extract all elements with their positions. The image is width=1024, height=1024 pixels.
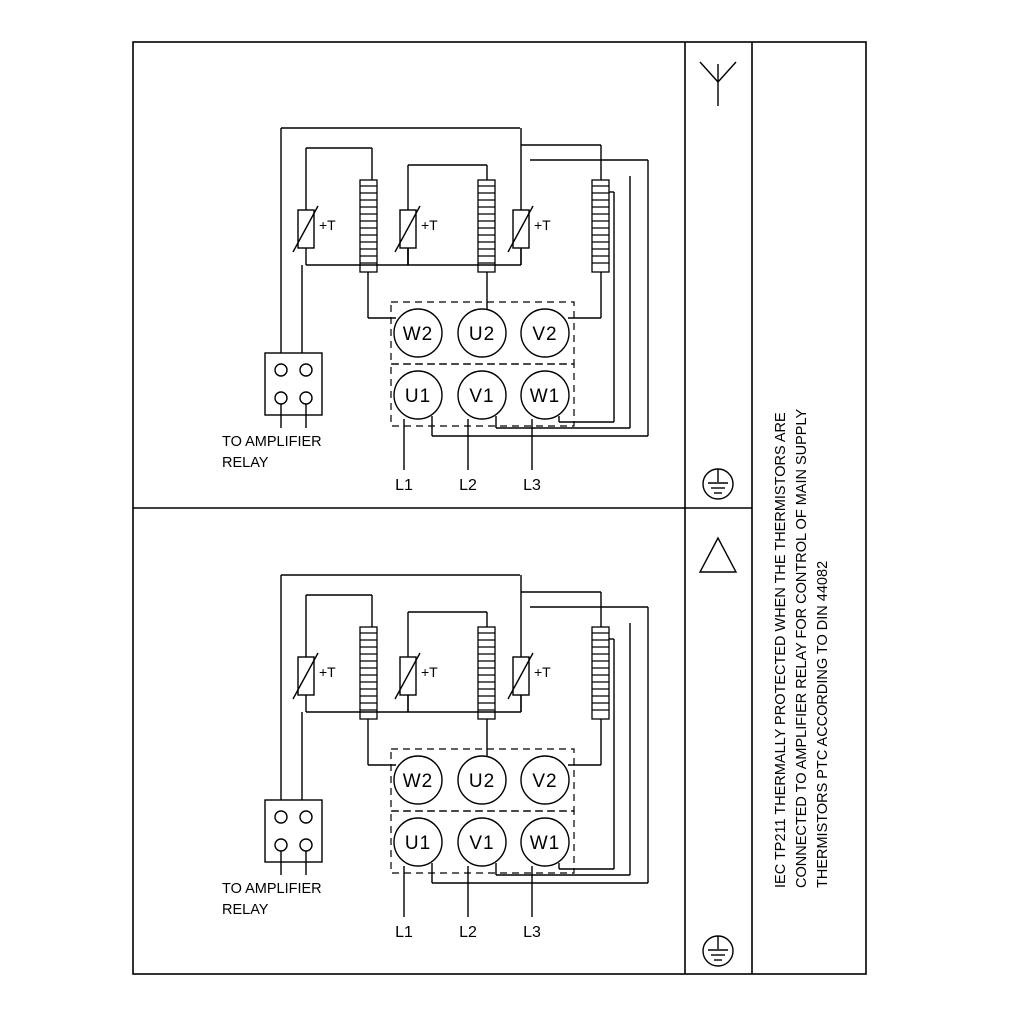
thermistor-label-1-delta: +T: [319, 664, 336, 680]
terminal-label-u1-delta: U1: [404, 833, 432, 854]
motor-winding-coils-star: [360, 180, 609, 272]
amplifier-label-line1-star: TO AMPLIFIER: [222, 434, 322, 450]
panel-delta: [222, 538, 736, 966]
panel-star: [222, 62, 736, 499]
note-line-2: CONNECTED TO AMPLIFIER RELAY FOR CONTROL OF MAIN SUPPLY: [794, 408, 810, 888]
note-line-3: THERMISTORS PTC ACCORDING TO DIN 44082: [815, 560, 831, 888]
terminal-label-v2-delta: V2: [532, 771, 558, 792]
terminal-label-u2-star: U2: [468, 324, 496, 345]
earth-symbol-star: [703, 469, 733, 499]
terminal-label-w1-star: W1: [529, 386, 561, 407]
thermistor-label-2-star: +T: [421, 217, 438, 233]
thermistor-label-1-star: +T: [319, 217, 336, 233]
motor-winding-coils-delta: [360, 627, 609, 719]
thermistor-label-2-delta: +T: [421, 664, 438, 680]
amplifier-terminal-block-star: [265, 353, 322, 428]
terminal-label-w1-delta: W1: [529, 833, 561, 854]
thermistor-1-star: [293, 193, 318, 265]
phase-label-l3-star: L3: [523, 477, 541, 494]
side-note-block: [773, 409, 831, 888]
terminal-label-v1-delta: V1: [469, 833, 495, 854]
terminal-label-w2-star: W2: [402, 324, 434, 345]
amplifier-terminal-block-delta: [265, 800, 322, 875]
phase-label-l3-delta: L3: [523, 924, 541, 941]
terminal-label-v1-star: V1: [469, 386, 495, 407]
wye-connection-icon: [700, 62, 736, 106]
phase-label-l1-star: L1: [395, 477, 413, 494]
phase-label-l2-delta: L2: [459, 924, 477, 941]
thermistor-1-delta: [293, 640, 318, 712]
thermistor-label-3-delta: +T: [534, 664, 551, 680]
terminal-label-u2-delta: U2: [468, 771, 496, 792]
note-line-1: IEC TP211 THERMALLY PROTECTED WHEN THE THERMISTORS ARE: [773, 412, 789, 888]
supply-lines-star: [404, 419, 532, 470]
earth-symbol-delta: [703, 936, 733, 966]
delta-connection-icon: [700, 538, 736, 572]
terminal-label-w2-delta: W2: [402, 771, 434, 792]
terminal-label-u1-star: U1: [404, 386, 432, 407]
thermistor-label-3-star: +T: [534, 217, 551, 233]
supply-lines-delta: [404, 866, 532, 917]
amplifier-label-line1-delta: TO AMPLIFIER: [222, 881, 322, 897]
phase-label-l2-star: L2: [459, 477, 477, 494]
amplifier-label-line2-star: RELAY: [222, 455, 269, 471]
terminal-label-v2-star: V2: [532, 324, 558, 345]
phase-label-l1-delta: L1: [395, 924, 413, 941]
amplifier-label-line2-delta: RELAY: [222, 902, 269, 918]
